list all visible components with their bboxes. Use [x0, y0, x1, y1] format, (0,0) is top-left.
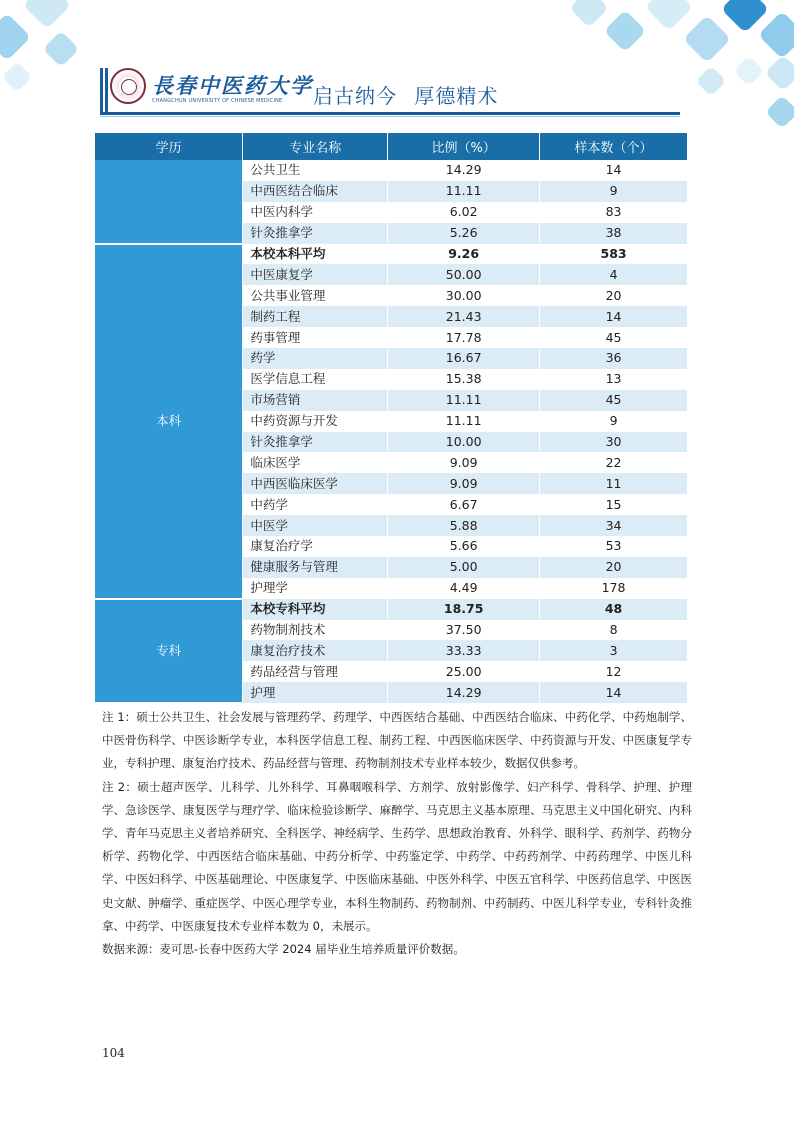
column-header-major: 专业名称	[243, 133, 388, 160]
page-number: 104	[102, 1046, 125, 1060]
major-name-cell: 本校专科平均	[243, 599, 388, 620]
university-seal-icon	[110, 68, 146, 104]
ratio-cell: 5.66	[388, 536, 540, 557]
university-motto: 启古纳今 厚德精术	[313, 84, 499, 108]
count-cell: 45	[540, 390, 688, 411]
header-accent-bars	[100, 68, 108, 116]
major-name-cell: 护理学	[243, 578, 388, 599]
data-source: 数据来源：麦可思-长春中医药大学 2024 届毕业生培养质量评价数据。	[102, 942, 465, 957]
count-cell: 30	[540, 432, 688, 453]
ratio-cell: 9.26	[388, 244, 540, 265]
ratio-cell: 6.67	[388, 494, 540, 515]
major-name-cell: 临床医学	[243, 452, 388, 473]
major-name-cell: 公共卫生	[243, 160, 388, 181]
major-name-cell: 针灸推拿学	[243, 432, 388, 453]
ratio-cell: 17.78	[388, 327, 540, 348]
count-cell: 8	[540, 620, 688, 641]
count-cell: 583	[540, 244, 688, 265]
ratio-cell: 33.33	[388, 640, 540, 661]
education-level-cell: 专科	[95, 599, 243, 703]
education-level-cell: 本科	[95, 244, 243, 599]
table-row	[95, 599, 688, 620]
ratio-cell: 5.00	[388, 557, 540, 578]
count-cell: 11	[540, 473, 688, 494]
ratio-cell: 9.09	[388, 473, 540, 494]
major-name-cell: 中西医临床医学	[243, 473, 388, 494]
major-name-cell: 中药资源与开发	[243, 411, 388, 432]
ratio-cell: 5.26	[388, 223, 540, 244]
ratio-cell: 21.43	[388, 306, 540, 327]
ratio-cell: 11.11	[388, 411, 540, 432]
ratio-cell: 14.29	[388, 160, 540, 181]
count-cell: 22	[540, 452, 688, 473]
major-name-cell: 健康服务与管理	[243, 557, 388, 578]
count-cell: 13	[540, 369, 688, 390]
ratio-cell: 30.00	[388, 285, 540, 306]
ratio-cell: 4.49	[388, 578, 540, 599]
ratio-cell: 9.09	[388, 452, 540, 473]
count-cell: 48	[540, 599, 688, 620]
major-name-cell: 护理	[243, 682, 388, 703]
major-name-cell: 针灸推拿学	[243, 223, 388, 244]
count-cell: 45	[540, 327, 688, 348]
count-cell: 4	[540, 264, 688, 285]
count-cell: 178	[540, 578, 688, 599]
count-cell: 9	[540, 411, 688, 432]
major-name-cell: 药物制剂技术	[243, 620, 388, 641]
major-name-cell: 药品经营与管理	[243, 661, 388, 682]
note-1: 注 1：硕士公共卫生、社会发展与管理药学、药理学、中西医结合基础、中西医结合临床、中药化学、中药炮制学、中医骨伤科学、中医诊断学专业，本科医学信息工程、制药工程、中西医临床医学、中药资源与开发、中医康复学专业，专科护理、康复治疗技术、药品经营与管理、药物制剂技术专业样本较少，数据仅供参考。	[102, 710, 692, 771]
ratio-cell: 37.50	[388, 620, 540, 641]
count-cell: 38	[540, 223, 688, 244]
column-header-ratio: 比例（%）	[388, 133, 540, 160]
table-row	[95, 244, 688, 265]
major-name-cell: 市场营销	[243, 390, 388, 411]
ratio-cell: 15.38	[388, 369, 540, 390]
count-cell: 14	[540, 306, 688, 327]
count-cell: 15	[540, 494, 688, 515]
major-name-cell: 康复治疗技术	[243, 640, 388, 661]
major-name-cell: 医学信息工程	[243, 369, 388, 390]
major-name-cell: 本校本科平均	[243, 244, 388, 265]
header-divider-light	[100, 116, 680, 117]
column-header-count: 样本数（个）	[540, 133, 688, 160]
major-name-cell: 中药学	[243, 494, 388, 515]
ratio-cell: 11.11	[388, 181, 540, 202]
count-cell: 20	[540, 557, 688, 578]
count-cell: 53	[540, 536, 688, 557]
count-cell: 14	[540, 160, 688, 181]
university-logo-subtext: CHANGCHUN UNIVERSITY OF CHINESE MEDICINE	[152, 98, 283, 104]
ratio-cell: 18.75	[388, 599, 540, 620]
column-header-level: 学历	[95, 133, 243, 160]
ratio-cell: 5.88	[388, 515, 540, 536]
count-cell: 3	[540, 640, 688, 661]
note-2: 注 2：硕士超声医学、儿科学、儿外科学、耳鼻咽喉科学、方剂学、放射影像学、妇产科学、骨科学、护理、护理学、急诊医学、康复医学与理疗学、临床检验诊断学、麻醉学、马克思主义基本原理、马克思主义中国化研究、内科学、青年马克思主义者培养研究、全科医学、神经病学、生药学、思想政治教育、外科学、眼科学、药剂学、药物分析学、药物化学、中西医结合临床基础、中药分析学、中药鉴定学、中药学、中药药剂学、中药药理学、中医儿科学、中医妇科学、中医基础理论、中医康复学、中医临床基础、中医外科学、中医五官科学、中医药信息学、中医医史文献、肿瘤学、重症医学、中医心理学专业，本科生物制药、药物制剂、中药制药、中医儿科学专业，专科针灸推拿、中药学、中医康复技术专业样本数为 0，未展示。	[102, 779, 692, 933]
table-header-row	[95, 133, 688, 160]
ratio-cell: 16.67	[388, 348, 540, 369]
major-name-cell: 制药工程	[243, 306, 388, 327]
table-row	[95, 160, 688, 181]
ratio-cell: 50.00	[388, 264, 540, 285]
major-ratio-table	[95, 133, 688, 704]
major-name-cell: 中西医结合临床	[243, 181, 388, 202]
count-cell: 9	[540, 181, 688, 202]
education-level-cell	[95, 160, 243, 244]
count-cell: 34	[540, 515, 688, 536]
major-name-cell: 公共事业管理	[243, 285, 388, 306]
major-name-cell: 康复治疗学	[243, 536, 388, 557]
university-logo-text: 長春中医药大学	[152, 73, 313, 98]
major-name-cell: 药事管理	[243, 327, 388, 348]
count-cell: 36	[540, 348, 688, 369]
ratio-cell: 10.00	[388, 432, 540, 453]
major-name-cell: 中医康复学	[243, 264, 388, 285]
ratio-cell: 14.29	[388, 682, 540, 703]
table-notes	[102, 706, 692, 961]
count-cell: 83	[540, 202, 688, 223]
major-name-cell: 药学	[243, 348, 388, 369]
ratio-cell: 6.02	[388, 202, 540, 223]
count-cell: 14	[540, 682, 688, 703]
count-cell: 20	[540, 285, 688, 306]
major-name-cell: 中医学	[243, 515, 388, 536]
major-name-cell: 中医内科学	[243, 202, 388, 223]
ratio-cell: 11.11	[388, 390, 540, 411]
ratio-cell: 25.00	[388, 661, 540, 682]
header-divider	[100, 112, 680, 115]
count-cell: 12	[540, 661, 688, 682]
